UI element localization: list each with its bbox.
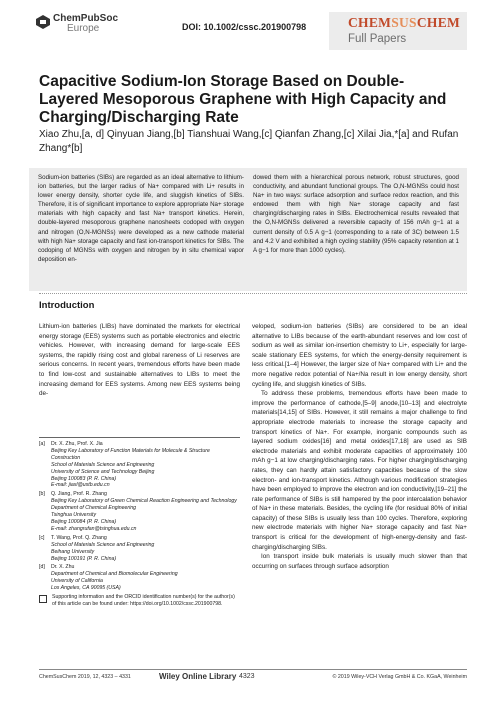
journal-banner — [329, 12, 467, 50]
page-footer — [39, 669, 467, 686]
intro-paragraph: To address these problems, tremendous efforts have been made to improve the performance of cathode,[5–9] anode,[10–13] and electrolyte materials[14,15] of SIBs. However, it still remains a major challenge to find appropriate electrode materials to increase the storage capacity and transport kinetics of Na+. For example, inorganic compounds such as layered sodium oxides[16] and metal oxides[17,18] are used as SIB electrode materials and exhibit moderate capacities of approximately 100 mAh g−1 at low charging/discharging rates. For higher charging/discharging rates, they can hardly attain satisfactory capacities because of the slow electron- and ion-transport kinetics. Although various modification strategies have been employed to improve the electron and ion conductivity,[19–21] the rate performance of SIBs is still hampered by the poor intercalation behavior of Na+ in these materials. Besides, the cycling life (for residual 80% of initial capacity) of these SIBs is usually less than 100 cycles. Therefore, exploring new electrode materials with higher Na+ storage capacity and fast Na+ transport is critical for the development of high-energy-density and fast-charging/discharging SIBs. — [252, 390, 467, 551]
affiliation-email-link[interactable]: E-mail: zhangrufan@tsinghua.edu.cn — [51, 525, 137, 532]
article-title: Capacitive Sodium-Ion Storage Based on Double-Layered Mesoporous Graphene with High Capacity and Charging/Discharging Rate — [39, 73, 447, 126]
journal-name: CHEMSUSCHEM — [348, 15, 461, 30]
intro-right-column — [252, 322, 467, 571]
affiliations-block — [39, 437, 240, 608]
intro-paragraph: veloped, sodium-ion batteries (SIBs) are considered to be an ideal alternative to LIBs because of the earth-abundant reserves and low cost of sodium as well as similar ion-insertion chemistry to Li+, especially for large-scale stationary EES systems, for which the energy-density requirement is less critical.[1–4] However, the larger size of Na+ compared with Li+ and the more negative redox potential of Na+/Na result in low energy density, short cycling life, and sluggish kinetics of SIBs. — [252, 323, 467, 388]
doi-label: DOI: 10.1002/cssc.201900798 — [182, 22, 307, 32]
supporting-info-icon — [39, 595, 47, 603]
affiliation-b: [b] Q. Jiang, Prof. R. Zhang Beijing Key Laboratory of Green Chemical Reaction Engineering and Technology Department of Chemical Engineering Tsinghua University Beijing 100084 (P. R. China) E-mail: zhangrufan@tsinghua.edu.cn — [39, 491, 240, 532]
abstract-right-column: dowed them with a hierarchical porous network, robust structures, good conductivity, and abundant functional groups. The O,N-MGNSs could host Na+ in two ways: surface adsorption and surface redox reaction, and this endowed them with high Na+ storage capacity and fast charging/discharging rates in SIBs. Electrochemical results revealed that the O,N-MGNSs delivered a reversible capacity of 156 mAh g−1 at a current density of 0.5 A g−1 (corresponding to a rate of 3C) between 1.5 and 4.2 V and exhibited a high cycling stability (95% capacity retention at 1 A g−1 for more than 1000 cycles). — [253, 174, 459, 254]
page-number: 4323 — [239, 673, 255, 680]
abstract-left-column: Sodium-ion batteries (SIBs) are regarded as an ideal alternative to lithium-ion batteries, but the larger radius of Na+ compared with Li+ results in lower energy density, shorter cycle life, and sluggish kinetics of SIBs. Therefore, it is of significant importance to explore appropriate Na+ storage materials with high capacity and fast Na+ transport kinetics. Herein, double-layered mesoporous graphene nanosheets codoped with oxygen and nitrogen (O,N-MGNSs) were developed as a new cathode material with high Na+ storage capacity and fast ion-transport kinetics for SIBs. The codoping of MGNSs with oxygen and nitrogen by in situ chemical vapor deposition en- — [38, 174, 244, 263]
chempubsoc-logo-icon — [36, 15, 50, 29]
footer-citation: ChemSusChem 2019, 12, 4323 – 4331 — [39, 674, 131, 680]
affiliation-email-link[interactable]: E-mail: jiaxl@ustb.edu.cn — [51, 482, 110, 489]
section-divider — [39, 293, 467, 294]
publisher-region: Europe — [67, 23, 100, 34]
intro-paragraph: Lithium-ion batteries (LIBs) have dominated the markets for electrical energy storage (EES) systems such as portable electronics and electric vehicles. However, with increasing demand for large-scale EES systems, the rapidly rising cost and global rareness of Li reserves are serious concerns. In recent years, tremendous efforts have been made to find low-cost and sustainable alternatives to LIBs to meet the increasing demand for EES systems. Among new EES systems being de- — [39, 323, 240, 398]
abstract-box — [29, 168, 467, 291]
affiliation-rule — [39, 437, 240, 438]
author-list: Xiao Zhu,[a, d] Qinyuan Jiang,[b] Tianshuai Wang,[c] Qianfan Zhang,[c] Xilai Jia,*[a] and Rufan Zhang*[b] — [39, 129, 459, 154]
intro-left-column — [39, 322, 240, 399]
article-type: Full Papers — [348, 33, 407, 45]
affiliation-d: [d] Dr. X. Zhu Department of Chemical and Biomolecular Engineering University of California Los Angeles, CA 90095 (USA) — [39, 564, 178, 592]
publisher-logo — [36, 14, 118, 34]
section-heading-introduction: Introduction — [39, 300, 95, 311]
affiliation-c: [c] T. Wang, Prof. Q. Zhang School of Materials Science and Engineering Beihang University Beijing 100191 (P. R. China) — [39, 534, 155, 562]
supporting-info-text[interactable]: Supporting information and the ORCID identification number(s) for the author(s) of this article can be found under: https://doi.org/10.1002/cssc.201900798. — [52, 594, 235, 607]
footer-copyright: © 2019 Wiley-VCH Verlag GmbH & Co. KGaA, Weinheim — [332, 674, 467, 680]
page-header — [0, 0, 496, 52]
footer-wiley-link[interactable]: Wiley Online Library — [159, 672, 237, 681]
publisher-name: ChemPubSoc — [53, 13, 119, 24]
affiliation-a: [a] Dr. X. Zhu, Prof. X. Jia Beijing Key Laboratory of Function Materials for Molecule & Structure Construction School of Materials Science and Engineering University of Science and Technology Beijing Beijing 100083 (P. R. China) E-mail: jiaxl@ustb.edu.cn — [39, 441, 240, 489]
supporting-info-note — [39, 594, 240, 608]
intro-paragraph: Ion transport inside bulk materials is usually much slower than that occurring on surfaces through surface adsorption — [252, 553, 467, 570]
